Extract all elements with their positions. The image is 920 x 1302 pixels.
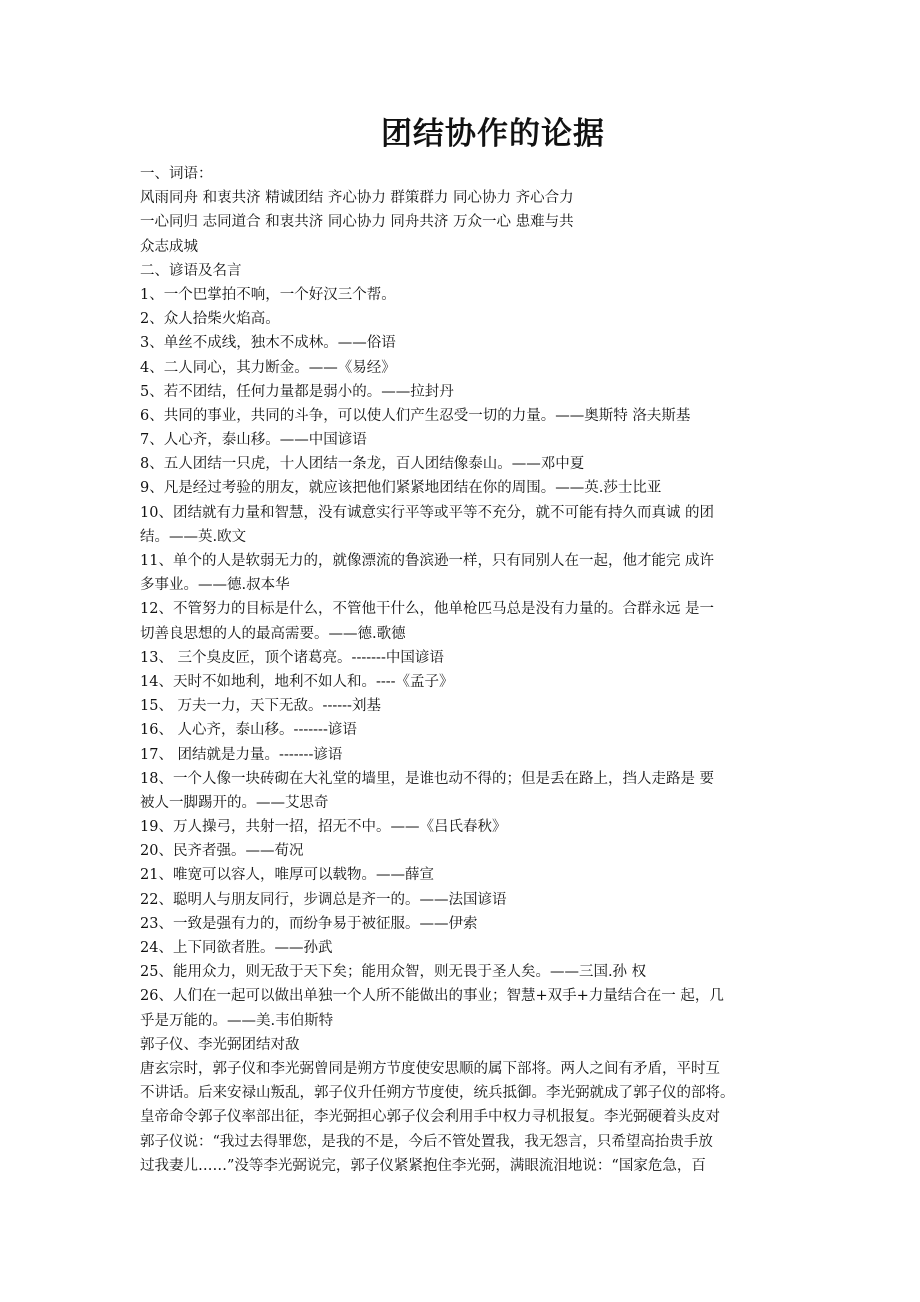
vocab-row: 众志成城	[140, 238, 198, 255]
quote-line: 25、能用众力，则无敌于天下矣；能用众智，则无畏于圣人矣。——三国.孙 权	[140, 964, 647, 981]
quote-line: 7、人心齐，泰山移。——中国谚语	[140, 432, 367, 449]
quote-list	[140, 283, 786, 1033]
story-line: 不讲话。后来安禄山叛乱，郭子仪升任朔方节度使，统兵抵御。李光弼就成了郭子仪的部将。	[140, 1085, 735, 1102]
quote-line: 18、一个人像一块砖砌在大礼堂的墙里，是谁也动不得的；但是丢在路上，挡人走路是 要	[140, 770, 715, 787]
quote-line: 22、聪明人与朋友同行，步调总是齐一的。——法国谚语	[140, 891, 507, 908]
story-line: 唐玄宗时，郭子仪和李光弼曾同是朔方节度使安思顺的属下部将。两人之间有矛盾，平时互	[140, 1060, 720, 1077]
quote-line: 多事业。——德.叔本华	[140, 577, 290, 594]
story-line: 郭子仪说：“我过去得罪您，是我的不是，今后不管处置我，我无怨言，只希望高抬贵手放	[140, 1133, 713, 1150]
quote-line: 20、民齐者强。——荀况	[140, 843, 304, 860]
quote-line: 切善良思想的人的最高需要。——德.歌德	[140, 625, 406, 642]
quote-line: 2、众人拾柴火焰高。	[140, 311, 280, 328]
quote-line: 15、 万夫一力，天下无敌。------刘基	[140, 698, 381, 715]
story-heading: 郭子仪、李光弼团结对敌	[140, 1036, 300, 1053]
quote-line: 12、不管努力的目标是什么，不管他干什么，他单枪匹马总是没有力量的。合群永远 是一	[140, 601, 715, 618]
quote-line: 13、 三个臭皮匠，顶个诸葛亮。-------中国谚语	[140, 649, 444, 666]
quote-line: 5、若不团结，任何力量都是弱小的。——拉封丹	[140, 383, 454, 400]
quote-line: 19、万人操弓，共射一招，招无不中。——《吕氏春秋》	[140, 819, 507, 836]
quote-line: 17、 团结就是力量。-------谚语	[140, 746, 343, 763]
quote-line: 1、一个巴掌拍不响，一个好汉三个帮。	[140, 286, 396, 303]
quote-line: 8、五人团结一只虎，十人团结一条龙，百人团结像泰山。——邓中夏	[140, 456, 585, 473]
page-title: 团结协作的论据	[381, 116, 605, 152]
quote-line: 26、人们在一起可以做出单独一个人所不能做出的事业；智慧+双手+力量结合在一 起，几	[140, 988, 724, 1005]
quotes-heading: 二、谚语及名言	[140, 262, 242, 279]
story-line: 过我妻儿……”没等李光弼说完，郭子仪紧紧抱住李光弼，满眼流泪地说：“国家危急，百	[140, 1157, 706, 1174]
quote-line: 4、二人同心，其力断金。——《易经》	[140, 359, 396, 376]
quote-line: 结。——英.欧文	[140, 528, 247, 545]
quote-line: 10、团结就有力量和智慧，没有诚意实行平等或平等不充分，就不可能有持久而真诚 的团	[140, 504, 715, 521]
vocab-row: 一心同归 志同道合 和衷共济 同心协力 同舟共济 万众一心 患难与共	[140, 214, 574, 231]
document-body	[140, 162, 786, 1178]
vocab-row: 风雨同舟 和衷共济 精诚团结 齐心协力 群策群力 同心协力 齐心合力	[140, 190, 574, 207]
quote-line: 21、唯宽可以容人，唯厚可以载物。——薛宣	[140, 867, 434, 884]
vocab-heading: 一、词语：	[140, 166, 213, 182]
quote-line: 3、单丝不成线，独木不成林。——俗语	[140, 335, 396, 352]
story-body	[140, 1057, 786, 1178]
story-line: 皇帝命令郭子仪率部出征，李光弼担心郭子仪会利用手中权力寻机报复。李光弼硬着头皮对	[140, 1109, 720, 1126]
quote-line: 被人一脚踢开的。——艾思奇	[140, 794, 329, 811]
quote-line: 16、 人心齐，泰山移。-------谚语	[140, 722, 357, 739]
quote-line: 乎是万能的。——美.韦伯斯特	[140, 1012, 334, 1029]
quote-line: 6、共同的事业，共同的斗争，可以使人们产生忍受一切的力量。——奥斯特 洛夫斯基	[140, 407, 691, 424]
quote-line: 24、上下同欲者胜。——孙武	[140, 940, 333, 956]
quote-line: 9、凡是经过考验的朋友，就应该把他们紧紧地团结在你的周围。——英.莎士比亚	[140, 480, 662, 497]
quote-line: 11、单个的人是软弱无力的，就像漂流的鲁滨逊一样，只有同别人在一起，他才能完 成许	[140, 553, 715, 569]
quote-line: 14、天时不如地利，地利不如人和。----《孟子》	[140, 673, 454, 690]
quote-line: 23、一致是强有力的，而纷争易于被征服。——伊索	[140, 915, 478, 932]
